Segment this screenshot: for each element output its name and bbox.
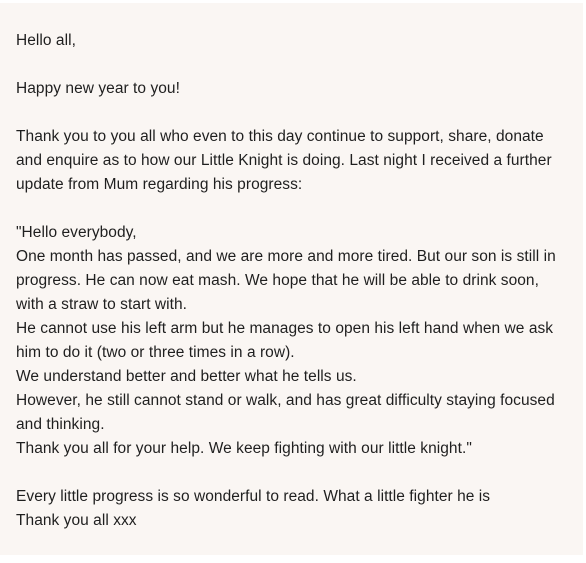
new-year-line: Happy new year to you! bbox=[16, 80, 180, 97]
quote-line-4: He cannot use his left arm but he manages to open his left hand when we ask bbox=[16, 320, 554, 337]
quote-line-9: Thank you all for your help. We keep fighting with our little knight." bbox=[16, 440, 472, 457]
post-card bbox=[0, 3, 583, 555]
quote-greeting-line: "Hello everybody, bbox=[16, 224, 137, 241]
thanks-line-2: and enquire as to how our Little Knight is doing. Last night I received a further bbox=[16, 152, 552, 169]
quote-line-1: One month has passed, and we are more and more tired. But our son is still in bbox=[16, 248, 556, 265]
quote-line-7: However, he still cannot stand or walk, and has great difficulty staying focused bbox=[16, 392, 555, 409]
post-body bbox=[16, 29, 567, 533]
thanks-line-1: Thank you to you all who even to this day continue to support, share, donate bbox=[16, 128, 544, 145]
blank-line bbox=[16, 461, 567, 485]
greeting-line: Hello all, bbox=[16, 32, 76, 49]
blank-line bbox=[16, 197, 567, 221]
blank-line bbox=[16, 53, 567, 77]
closing-line-2: Thank you all xxx bbox=[16, 512, 137, 529]
quote-line-5: him to do it (two or three times in a row). bbox=[16, 344, 295, 361]
quote-line-8: and thinking. bbox=[16, 416, 105, 433]
quote-line-3: with a straw to start with. bbox=[16, 296, 188, 313]
thanks-line-3: update from Mum regarding his progress: bbox=[16, 176, 303, 193]
blank-line bbox=[16, 101, 567, 125]
quote-line-2: progress. He can now eat mash. We hope that he will be able to drink soon, bbox=[16, 272, 539, 289]
quote-line-6: We understand better and better what he tells us. bbox=[16, 368, 357, 385]
closing-line-1: Every little progress is so wonderful to read. What a little fighter he is bbox=[16, 488, 491, 505]
